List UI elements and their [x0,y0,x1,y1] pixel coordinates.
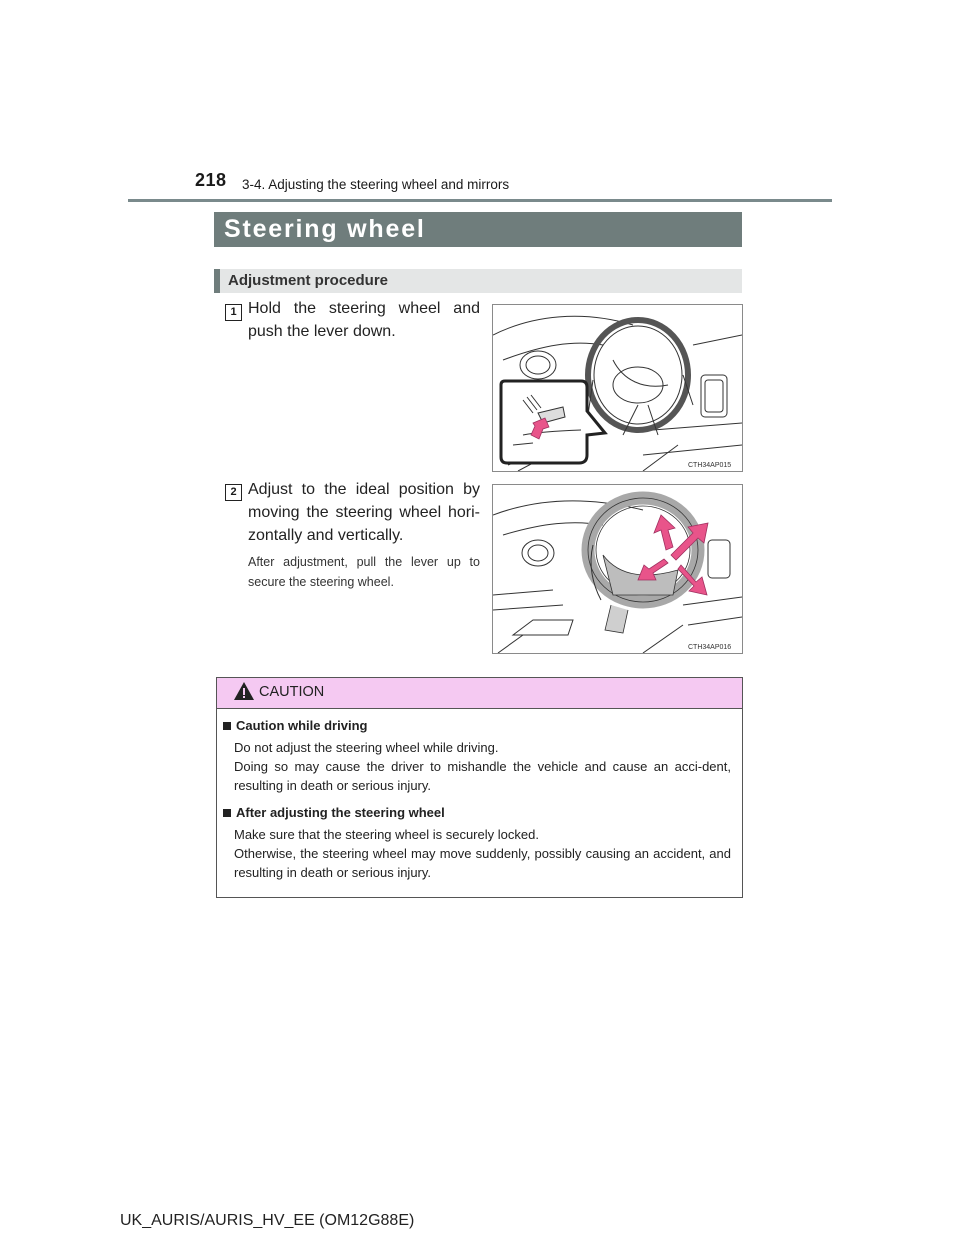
step-number-2: 2 [225,484,242,501]
step-1-text: Hold the steering wheel and push the lever down. [248,300,480,340]
caution-item-2-line-1: Make sure that the steering wheel is securely locked. [234,827,539,842]
step-2-text: Adjust to the ideal position by moving the steering wheel hori-zontally and vertically. [248,481,480,544]
caution-item-2-line-2: Otherwise, the steering wheel may move suddenly, possibly causing an accident, and resulting in death or serious injury. [234,846,731,880]
page-title: Steering wheel [224,215,426,243]
caution-item-1-heading: Caution while driving [236,718,368,733]
warning-triangle-icon [233,681,255,701]
figure-2-code: CTH34AP016 [688,644,732,651]
header-divider [128,199,832,202]
caution-item-2-heading: After adjusting the steering wheel [236,805,445,820]
subheading-accent [214,269,220,293]
section-reference: 3-4. Adjusting the steering wheel and mirrors [242,177,510,192]
step-2-note: After adjustment, pull the lever up to secure the steering wheel. [248,555,480,589]
document-footer: UK_AURIS/AURIS_HV_EE (OM12G88E) [120,1212,415,1229]
caution-item-1-line-1: Do not adjust the steering wheel while driving. [234,740,499,755]
figure-wheel-adjust [492,484,743,654]
page-number: 218 [195,170,227,190]
steering-lever-illustration [493,305,742,471]
caution-label: CAUTION [259,684,325,700]
figure-lever-down [492,304,743,472]
subheading: Adjustment procedure [228,272,389,289]
figure-1-code: CTH34AP015 [688,462,732,469]
step-number-1: 1 [225,304,242,321]
caution-item-1-line-2: Doing so may cause the driver to mishandle the vehicle and cause an acci-dent, resulting in death or serious injury. [234,759,731,793]
steering-wheel-adjust-illustration [493,485,742,653]
bullet-square-icon [223,722,231,730]
bullet-square-icon [223,809,231,817]
